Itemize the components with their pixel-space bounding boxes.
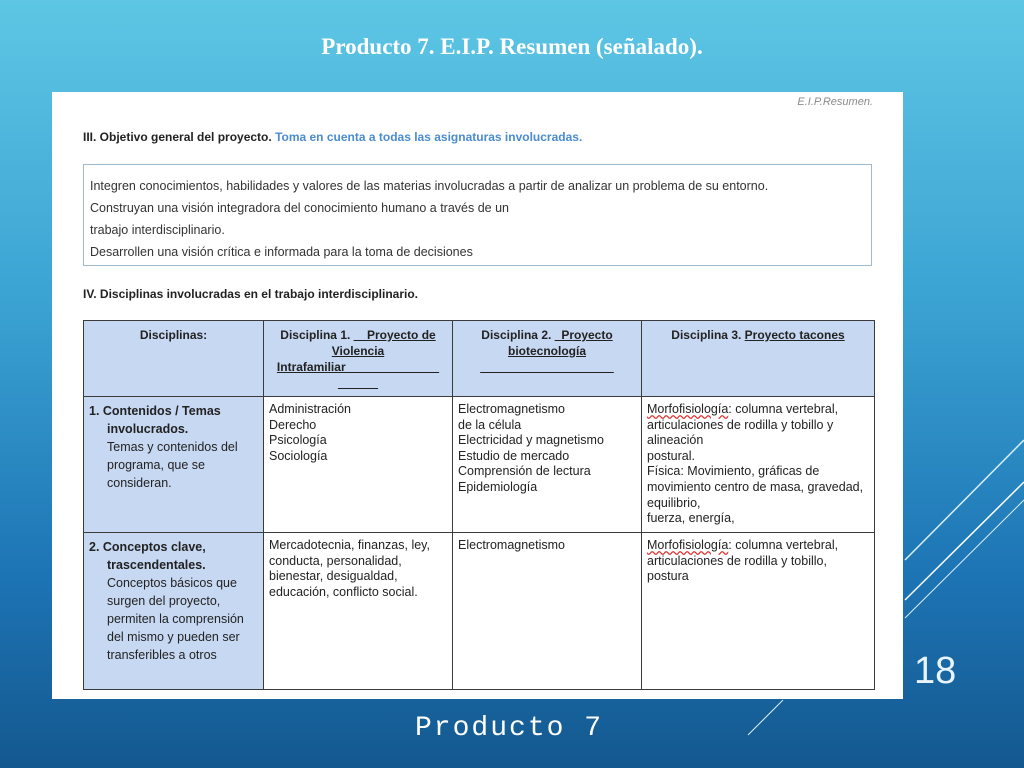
cell-conceptos-d2: Electromagnetismo — [453, 533, 642, 690]
objective-line: trabajo interdisciplinario. — [90, 223, 225, 237]
cell-contenidos-d2: Electromagnetismo de la célula Electricidad y magnetismo Estudio de mercado Comprensión de lectura Epidemiología — [453, 397, 642, 533]
page-number: 18 — [914, 650, 957, 692]
header-disciplina-1: Disciplina 1. __Proyecto de Violencia Intrafamiliar______________ ______ — [264, 321, 453, 397]
section-3-title: III. Objetivo general del proyecto. — [83, 130, 272, 144]
cell-contenidos-d1: Administración Derecho Psicología Sociología — [264, 397, 453, 533]
header-disciplina-3: Disciplina 3. Proyecto tacones — [642, 321, 875, 397]
row-conceptos-head: 2. Conceptos clave, trascendentales. Conceptos básicos que surgen del proyecto, permiten la comprensión del mismo y pueden ser transferibles a otros — [84, 533, 264, 690]
header-disciplinas: Disciplinas: — [84, 321, 264, 397]
objective-line: Integren conocimientos, habilidades y valores de las materias involucradas a partir de analizar un problema de su entorno. — [90, 179, 769, 193]
section-4-heading: IV. Disciplinas involucradas en el trabajo interdisciplinario. — [83, 287, 418, 301]
section-3-accent: Toma en cuenta a todas las asignaturas involucradas. — [275, 130, 583, 144]
row-contenidos-head: 1. Contenidos / Temas involucrados. Temas y contenidos del programa, que se consideran. — [84, 397, 264, 533]
deco-line — [748, 700, 783, 735]
objective-line: Desarrollen una visión crítica e informada para la toma de decisiones — [90, 245, 473, 259]
document-header: E.I.P.Resumen. — [797, 96, 873, 108]
objective-line: Construyan una visión integradora del conocimiento humano a través de un — [90, 201, 510, 215]
slide-footer: Producto 7 — [415, 713, 604, 744]
cell-conceptos-d3: Morfofisiología: columna vertebral, articulaciones de rodilla y tobillo, postura — [642, 533, 875, 690]
slide-title: Producto 7. E.I.P. Resumen (señalado). — [321, 34, 703, 59]
deco-line — [905, 500, 1024, 618]
cell-conceptos-d1: Mercadotecnia, finanzas, ley, conducta, personalidad, bienestar, desigualdad, educación, conflicto social. — [264, 533, 453, 690]
cell-contenidos-d3: Morfofisiología: columna vertebral, articulaciones de rodilla y tobillo y alineación postural. Física: Movimiento, gráficas de movimiento centro de masa, gravedad, equilibrio, fuerza, energía, — [642, 397, 875, 533]
header-disciplina-2: Disciplina 2. _Proyecto biotecnología ____________________ — [453, 321, 642, 397]
